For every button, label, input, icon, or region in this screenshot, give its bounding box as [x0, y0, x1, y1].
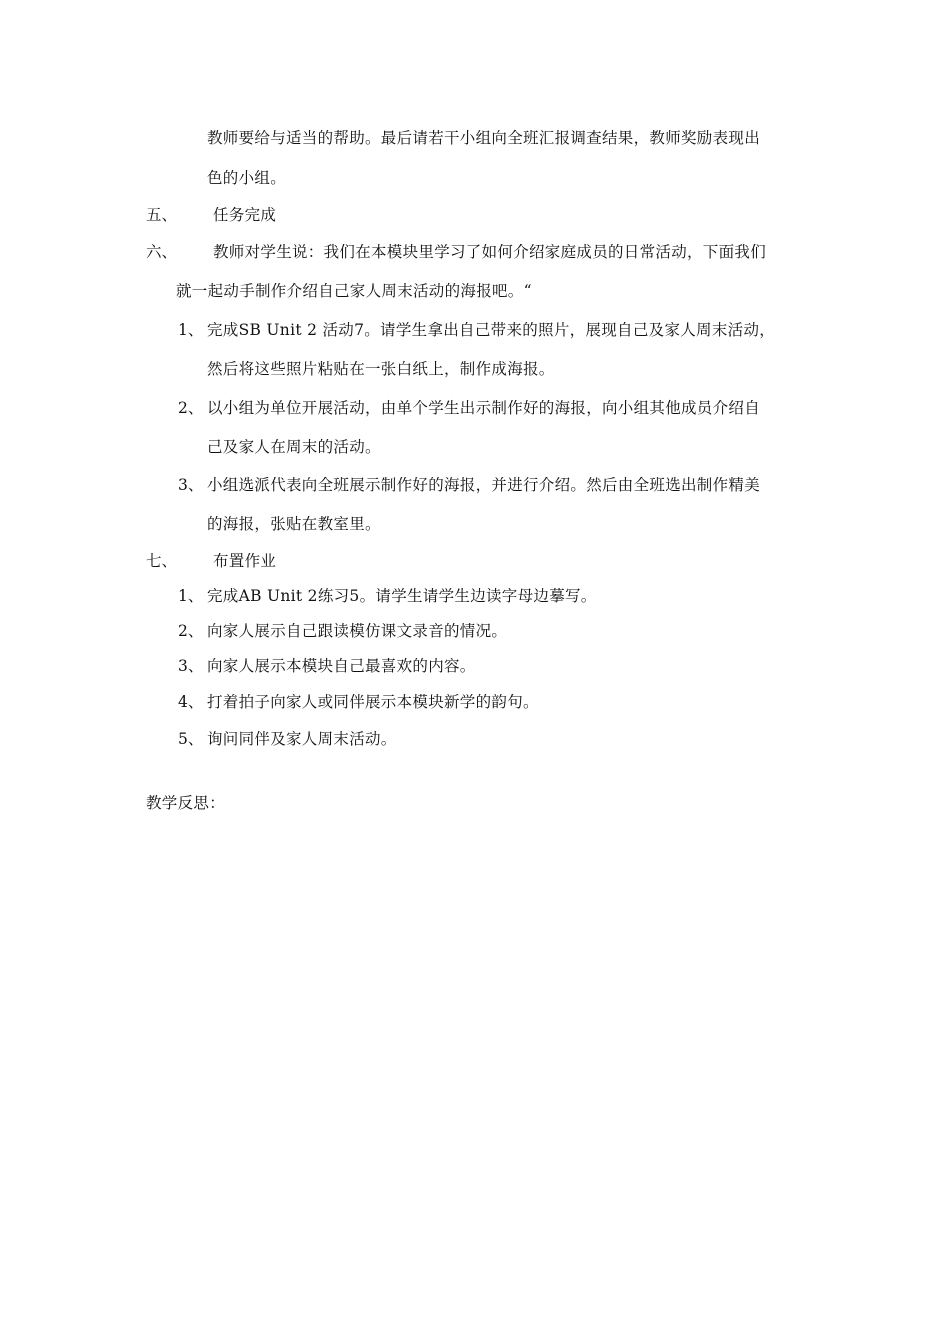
section-7-item-3-number: 3、	[178, 657, 204, 675]
section-5-title: 任务完成	[213, 206, 277, 224]
section-7-item-3-text: 向家人展示本模块自己最喜欢的内容。	[207, 657, 476, 675]
section-7-number: 七、	[146, 552, 178, 570]
section-6-item-3-line-2: 的海报，张贴在教室里。	[207, 515, 381, 533]
continuation-line-2: 色的小组。	[207, 169, 287, 187]
section-6-item-1-number: 1、	[178, 321, 204, 339]
continuation-line-1: 教师要给与适当的帮助。最后请若干小组向全班汇报调查结果，教师奖励表现出	[207, 129, 761, 147]
section-7-item-2-text: 向家人展示自己跟读模仿课文录音的情况。	[207, 622, 508, 640]
section-6-line-1: 教师对学生说：我们在本模块里学习了如何介绍家庭成员的日常活动，下面我们	[213, 243, 767, 261]
section-7-item-5-text: 询问同伴及家人周末活动。	[207, 730, 397, 748]
section-6-number: 六、	[146, 243, 178, 261]
section-6-item-3-line-1: 小组选派代表向全班展示制作好的海报，并进行介绍。然后由全班选出制作精美	[207, 476, 761, 494]
section-7-title: 布置作业	[213, 552, 277, 570]
section-6-item-3-number: 3、	[178, 476, 204, 494]
teaching-reflection-label: 教学反思：	[146, 794, 226, 812]
section-6-item-2-line-2: 己及家人在周末的活动。	[207, 438, 381, 456]
section-7-item-1-text: 完成AB Unit 2练习5。请学生请学生边读字母边摹写。	[207, 587, 597, 605]
section-5-number: 五、	[146, 206, 178, 224]
section-6-item-2-number: 2、	[178, 399, 204, 417]
section-7-item-2-number: 2、	[178, 622, 204, 640]
section-6-item-1-line-1: 完成SB Unit 2 活动7。请学生拿出自己带来的照片，展现自己及家人周末活动，	[207, 321, 776, 339]
section-7-item-5-number: 5、	[178, 730, 204, 748]
section-7-item-4-number: 4、	[178, 693, 204, 711]
section-6-item-1-line-2: 然后将这些照片粘贴在一张白纸上，制作成海报。	[207, 360, 555, 378]
section-7-item-4-text: 打着拍子向家人或同伴展示本模块新学的韵句。	[207, 693, 539, 711]
section-7-item-1-number: 1、	[178, 587, 204, 605]
section-6-line-2: 就一起动手制作介绍自己家人周末活动的海报吧。“	[176, 282, 532, 300]
section-6-item-2-line-1: 以小组为单位开展活动，由单个学生出示制作好的海报，向小组其他成员介绍自	[207, 399, 761, 417]
